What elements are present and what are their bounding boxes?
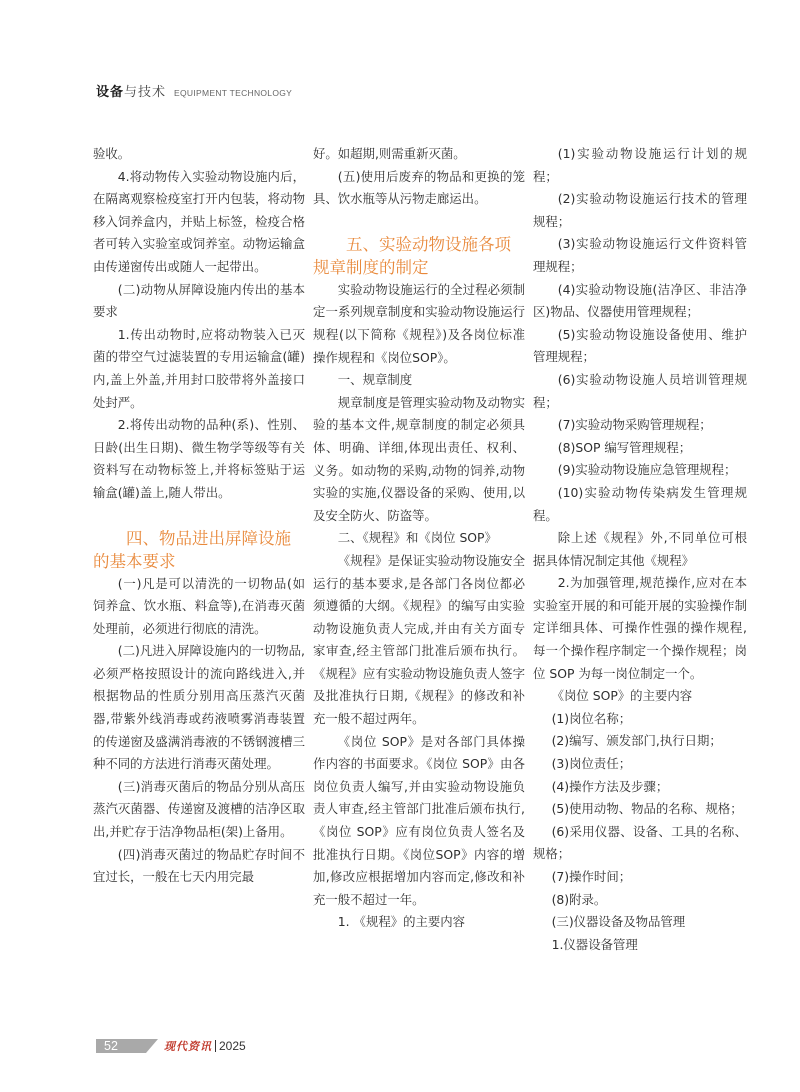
column-2 bbox=[313, 143, 525, 934]
list-item: (3)岗位责任； bbox=[551, 756, 632, 772]
column-1 bbox=[93, 143, 305, 889]
magazine-logo: 现代资讯 bbox=[164, 1040, 212, 1053]
section-title-bold: 设备 bbox=[96, 85, 125, 100]
list-item: (1)实验动物设施运行计划的规程； bbox=[533, 146, 747, 184]
list-item: (5)使用动物、物品的名称、规格； bbox=[551, 801, 743, 817]
paragraph: 1.传出动物时,应将动物装入已灭菌的带空气过滤装置的专用运输盒(罐)内,盖上外盖,并用封口胶带将外盖接口处封严。 bbox=[93, 326, 305, 410]
list-item: (5)实验动物设施设备使用、维护管理规程； bbox=[533, 326, 747, 365]
paragraph: (一)凡是可以清洗的一切物品(如饲养盒、饮水瓶、料盒等),在消毒灭菌处理前，必须进行彻底的清洗。 bbox=[93, 575, 305, 636]
subheading: (三)仪器设备及物品管理 bbox=[551, 914, 686, 930]
paragraph: 2.为加强管理,规范操作,应对在本实验室开展的和可能开展的实验操作制定详细具体、可操作性强的操作规程,每一个操作程序制定一个操作规程；岗位 SOP 为每一岗位制定一个。 bbox=[533, 575, 747, 681]
divider bbox=[215, 1040, 216, 1052]
list-item: (6)实验动物设施人员培训管理规程； bbox=[533, 371, 747, 410]
paragraph: (四)消毒灭菌过的物品贮存时间不宜过长，一般在七天内用完最 bbox=[93, 846, 305, 885]
list-item: (7)操作时间； bbox=[551, 869, 632, 884]
paragraph: 实验动物设施运行的全过程必须制定一系列规章制度和实验动物设施运行规程(以下简称《规程》)及各岗位标准操作规程和《岗位SOP》。 bbox=[313, 281, 525, 365]
list-item: (2)实验动物设施运行技术的管理规程； bbox=[533, 191, 747, 229]
list-item: (6)采用仪器、设备、工具的名称、规格； bbox=[533, 823, 747, 862]
paragraph: (二)动物从屏障设施内传出的基本要求 bbox=[93, 281, 305, 320]
list-item: (4)操作方法及步骤； bbox=[551, 778, 669, 794]
paragraph: (二)凡进入屏障设施内的一切物品,必须严格按照设计的流向路线进入,并根据物品的性质分别用高压蒸汽灭菌器,带紫外线消毒或药液喷雾消毒装置的传递窗及盛满消毒液的不锈钢渡槽三种不同的方法进行消毒灭菌处理。 bbox=[93, 643, 305, 772]
list-item: (3)实验动物设施运行文件资料管理规程； bbox=[533, 236, 747, 274]
page-number: 52 bbox=[96, 1039, 146, 1053]
subheading: 1. 《规程》的主要内容 bbox=[337, 914, 466, 930]
paragraph: 《规程》是保证实验动物设施安全运行的基本要求,是各部门各岗位都必须遵循的大纲。《规程》的编写由实验动物设施负责人完成,并由有关方面专家审查,经主管部门批准后颁布执行。《规程》应有实验动物设施负责人签字及批准执行日期,《规程》的修改和补充一般不超过两年。 bbox=[313, 552, 525, 727]
column-3 bbox=[533, 143, 747, 956]
section-heading-5: 五、实验动物设施各项规章制度的制定 bbox=[313, 234, 511, 277]
list-item: (8)SOP 编写管理规程； bbox=[557, 439, 692, 455]
paragraph: (三)消毒灭菌后的物品分别从高压蒸汽灭菌器、传递窗及渡槽的洁净区取出,并贮存于洁净物品柜(架)上备用。 bbox=[93, 778, 305, 840]
paragraph: 2.将传出动物的品种(系)、性别、日龄(出生日期)、微生物学等级等有关资料写在动物标签上,并将标签贴于运输盒(罐)盖上,随人带出。 bbox=[93, 417, 305, 500]
paragraph: 规章制度是管理实验动物及动物实验的基本文件,规章制度的制定必须具体、明确、详细,体现出责任、权利、义务。如动物的采购,动物的饲养,动物实验的实施,仪器设备的采购、使用,以及安全防火、防盗等。 bbox=[313, 394, 525, 523]
list-item: (8)附录。 bbox=[551, 891, 607, 907]
paragraph: 验收。 bbox=[93, 146, 131, 161]
page-footer bbox=[96, 1039, 246, 1053]
section-title-english: EQUIPMENT TECHNOLOGY bbox=[174, 88, 293, 98]
paragraph: (五)使用后废弃的物品和更换的笼具、饮水瓶等从污物走廊运出。 bbox=[313, 168, 525, 207]
subheading: 1.仪器设备管理 bbox=[551, 936, 638, 952]
subheading: 一、规章制度 bbox=[337, 372, 413, 388]
list-item: (10)实验动物传染病发生管理规程。 bbox=[533, 484, 747, 523]
list-item: (7)实验动物采购管理规程； bbox=[557, 417, 712, 433]
running-header bbox=[96, 81, 292, 100]
section-title-light: 与技术 bbox=[124, 85, 167, 100]
section-heading-4: 四、物品进出屏障设施的基本要求 bbox=[93, 528, 291, 571]
list-item: (1)岗位名称； bbox=[551, 710, 632, 726]
paragraph: 好。如超期,则需重新灭菌。 bbox=[313, 146, 466, 161]
paragraph: 除上述《规程》外,不同单位可根据具体情况制定其他《规程》 bbox=[533, 530, 747, 568]
subheading: 《岗位 SOP》的主要内容 bbox=[551, 688, 693, 704]
subheading: 二、《规程》和《岗位 SOP》 bbox=[337, 530, 497, 546]
list-item: (4)实验动物设施(洁净区、非洁净区)物品、仪器使用管理规程； bbox=[533, 281, 747, 320]
issue-year: 2025 bbox=[219, 1039, 246, 1053]
paragraph: 《岗位 SOP》是对各部门具体操作内容的书面要求。《岗位 SOP》由各岗位负责人编写,并由实验动物设施负责人审查,经主管部门批准后颁布执行,《岗位 SOP》应有岗位负责人签名及批准执行日期。《岗位SOP》内容的增加,修改应根据增加内容而定,修改和补充一般不超过一年。 bbox=[313, 733, 525, 907]
paragraph: 4.将动物传入实验动物设施内后，在隔离观察检疫室打开内包装，将动物移入饲养盒内，并贴上标签，检疫合格者可转入实验室或饲养室。动物运输盒由传递窗传出或随人一起带出。 bbox=[93, 168, 305, 274]
list-item: (9)实验动物设施应急管理规程； bbox=[557, 462, 737, 478]
list-item: (2)编写、颁发部门,执行日期； bbox=[551, 733, 722, 749]
